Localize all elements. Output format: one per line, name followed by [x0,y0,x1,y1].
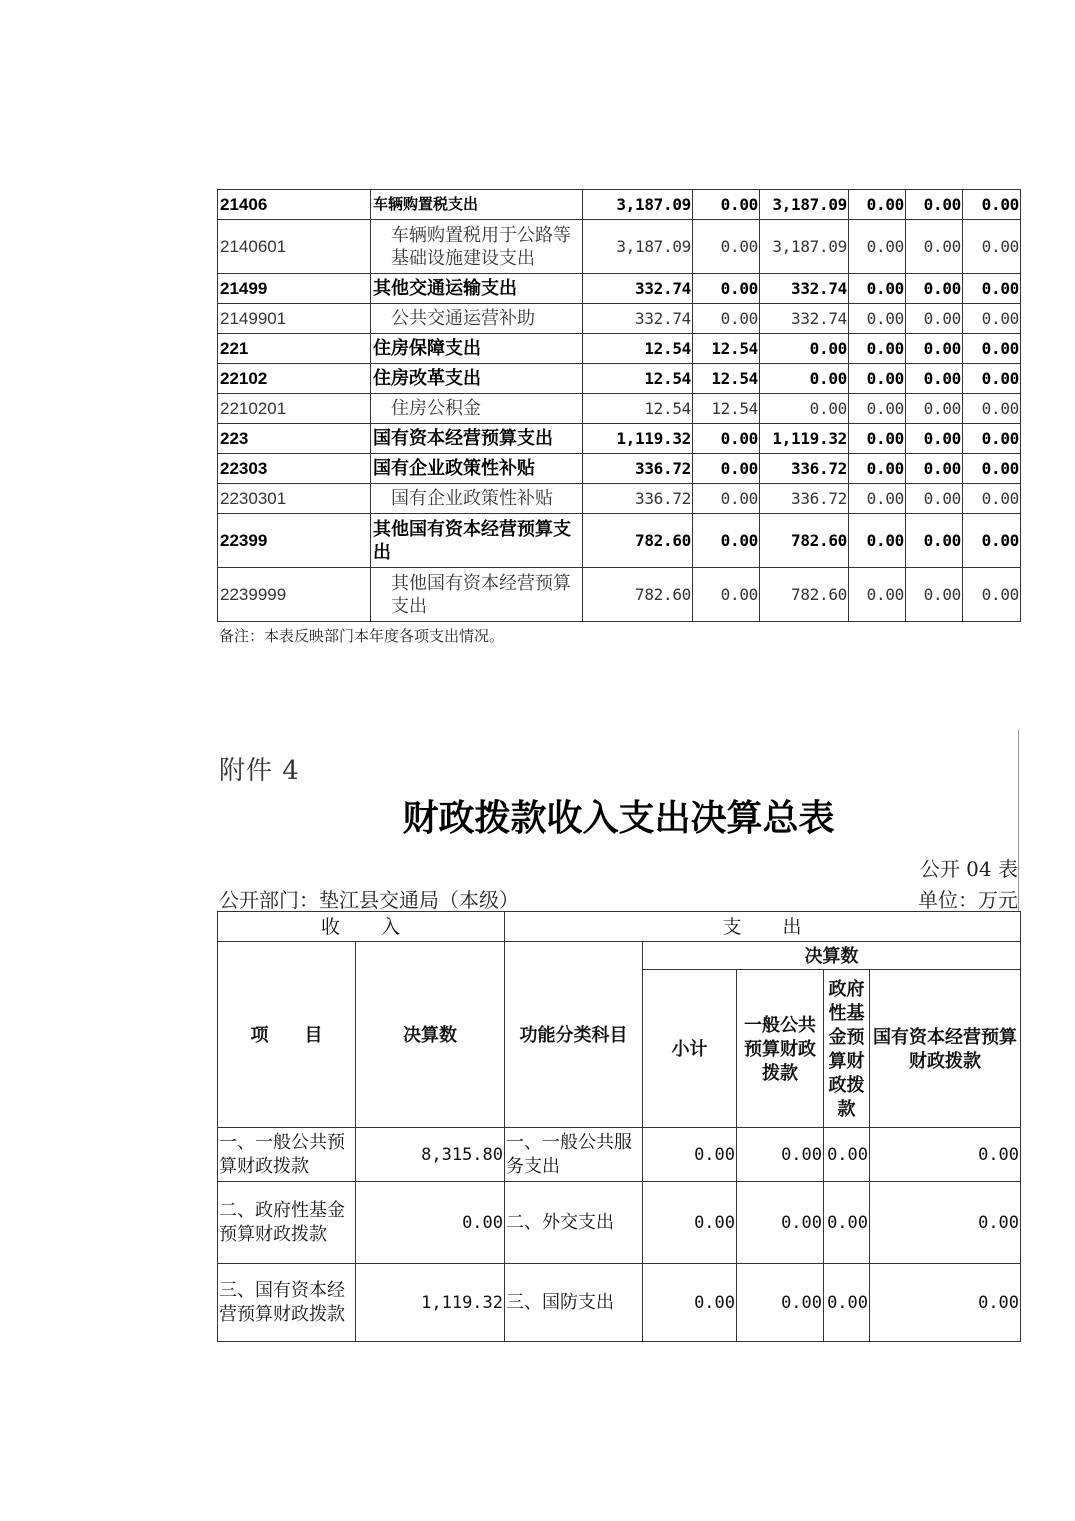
subject-code: 21406 [218,190,371,220]
income-amount: 8,315.80 [356,1128,505,1182]
amount-cell: 0.00 [849,514,906,568]
state-capital-amount: 0.00 [870,1264,1021,1342]
table-row [218,334,1021,364]
gov-fund-amount: 0.00 [824,1182,870,1264]
amount-cell: 0.00 [693,190,760,220]
subject-name: 车辆购置税用于公路等基础设施建设支出 [371,220,583,274]
general-budget-amount: 0.00 [737,1182,824,1264]
amount-cell: 3,187.09 [583,220,693,274]
amount-cell: 0.00 [849,484,906,514]
amount-cell: 12.54 [693,394,760,424]
amount-cell: 0.00 [906,190,963,220]
table-row [218,1128,1021,1182]
subject-code: 2239999 [218,568,371,622]
subtotal-amount: 0.00 [643,1264,737,1342]
amount-cell: 0.00 [693,568,760,622]
income-item: 二、政府性基金预算财政拨款 [218,1182,356,1264]
amount-cell: 782.60 [583,568,693,622]
amount-cell: 0.00 [963,454,1021,484]
income-amount: 1,119.32 [356,1264,505,1342]
amount-cell: 0.00 [963,364,1021,394]
amount-cell: 0.00 [849,190,906,220]
subject-code: 2210201 [218,394,371,424]
amount-cell: 0.00 [693,304,760,334]
amount-cell: 0.00 [906,568,963,622]
amount-cell: 336.72 [760,484,849,514]
amount-cell: 336.72 [583,454,693,484]
amount-cell: 12.54 [693,364,760,394]
gov-fund-amount: 0.00 [824,1264,870,1342]
table-row [218,568,1021,622]
amount-cell: 0.00 [693,424,760,454]
amount-cell: 0.00 [963,304,1021,334]
amount-cell: 332.74 [583,274,693,304]
subject-name: 其他国有资本经营预算支出 [371,514,583,568]
table-row [218,190,1021,220]
amount-cell: 0.00 [906,304,963,334]
gov-fund-header: 政府性基金预算财政拨款 [824,970,870,1128]
table-note: 备注：本表反映部门本年度各项支出情况。 [219,627,505,645]
state-capital-amount: 0.00 [870,1128,1021,1182]
amount-cell: 0.00 [963,514,1021,568]
subject-code: 22102 [218,364,371,394]
unit-label: 单位：万元 [918,888,1018,912]
amount-cell: 0.00 [906,484,963,514]
amount-cell: 0.00 [906,394,963,424]
amount-cell: 0.00 [849,220,906,274]
amount-cell: 1,119.32 [760,424,849,454]
subject-code: 2149901 [218,304,371,334]
subject-code: 22399 [218,514,371,568]
subject-name: 住房保障支出 [371,334,583,364]
amount-cell: 332.74 [760,274,849,304]
subject-name: 其他交通运输支出 [371,274,583,304]
attachment-label: 附件 4 [219,756,300,786]
amount-cell: 0.00 [963,220,1021,274]
amount-cell: 0.00 [963,394,1021,424]
amount-cell: 0.00 [963,334,1021,364]
amount-cell: 0.00 [693,454,760,484]
amount-cell: 336.72 [583,484,693,514]
subtotal-amount: 0.00 [643,1128,737,1182]
amount-cell: 0.00 [906,514,963,568]
amount-cell: 12.54 [693,334,760,364]
expense-item: 一、一般公共服务支出 [505,1128,643,1182]
amount-cell: 0.00 [693,484,760,514]
amount-cell: 0.00 [963,274,1021,304]
table-row [218,364,1021,394]
table-row [218,220,1021,274]
subject-name: 国有企业政策性补贴 [371,454,583,484]
income-header: 收 入 [218,912,505,942]
amount-cell: 0.00 [849,274,906,304]
amount-cell: 782.60 [583,514,693,568]
table-row [218,304,1021,334]
table-row [218,424,1021,454]
general-budget-amount: 0.00 [737,1128,824,1182]
amount-cell: 0.00 [760,334,849,364]
amount-cell: 0.00 [693,514,760,568]
amount-cell: 0.00 [963,190,1021,220]
amount-cell: 0.00 [849,568,906,622]
amount-cell: 782.60 [760,514,849,568]
subject-name: 国有资本经营预算支出 [371,424,583,454]
amount-cell: 0.00 [849,364,906,394]
amount-cell: 0.00 [760,364,849,394]
amount-cell: 0.00 [760,394,849,424]
subject-name: 车辆购置税支出 [371,190,583,220]
form-number: 公开 04 表 [919,857,1018,881]
amount-cell: 782.60 [760,568,849,622]
amount-cell: 12.54 [583,334,693,364]
table-row [218,484,1021,514]
state-capital-header: 国有资本经营预算财政拨款 [870,970,1021,1128]
subject-name: 公共交通运营补助 [371,304,583,334]
amount-cell: 0.00 [849,334,906,364]
amount-cell: 336.72 [760,454,849,484]
table-row [218,394,1021,424]
expense-header: 支 出 [505,912,1021,942]
income-item: 三、国有资本经营预算财政拨款 [218,1264,356,1342]
amount-cell: 332.74 [583,304,693,334]
amount-cell: 0.00 [906,220,963,274]
amount-cell: 0.00 [849,454,906,484]
amount-cell: 0.00 [963,424,1021,454]
amount-cell: 12.54 [583,394,693,424]
subject-name: 其他国有资本经营预算支出 [371,568,583,622]
income-item: 一、一般公共预算财政拨款 [218,1128,356,1182]
expense-item: 二、外交支出 [505,1182,643,1264]
expense-detail-table [217,189,1021,622]
table-row [218,1264,1021,1342]
amount-cell: 12.54 [583,364,693,394]
amount-cell: 1,119.32 [583,424,693,454]
amount-cell: 3,187.09 [583,190,693,220]
amount-cell: 0.00 [906,424,963,454]
subject-code: 22303 [218,454,371,484]
general-budget-amount: 0.00 [737,1264,824,1342]
subject-code: 223 [218,424,371,454]
expense-item: 三、国防支出 [505,1264,643,1342]
table-row [218,514,1021,568]
page-title: 财政拨款收入支出决算总表 [402,797,835,839]
amount-cell: 0.00 [906,364,963,394]
amount-cell: 0.00 [693,274,760,304]
subject-code: 2140601 [218,220,371,274]
amount-cell: 3,187.09 [760,220,849,274]
subject-name: 住房改革支出 [371,364,583,394]
amount-cell: 0.00 [963,484,1021,514]
amount-cell: 0.00 [906,454,963,484]
table-row [218,274,1021,304]
subject-name: 国有企业政策性补贴 [371,484,583,514]
amount-cell: 3,187.09 [760,190,849,220]
subtotal-amount: 0.00 [643,1182,737,1264]
subject-name: 住房公积金 [371,394,583,424]
amount-cell: 0.00 [849,424,906,454]
subtotal-header: 小计 [643,970,737,1128]
amount-cell: 0.00 [849,304,906,334]
state-capital-amount: 0.00 [870,1182,1021,1264]
subject-code: 221 [218,334,371,364]
amount-cell: 0.00 [906,334,963,364]
general-budget-header: 一般公共预算财政拨款 [737,970,824,1128]
subject-code: 2230301 [218,484,371,514]
table-row [218,1182,1021,1264]
income-amount: 0.00 [356,1182,505,1264]
amount-cell: 0.00 [693,220,760,274]
table-row [218,454,1021,484]
amount-cell: 0.00 [906,274,963,304]
func-category-header: 功能分类科目 [505,942,643,1128]
amount-cell: 0.00 [963,568,1021,622]
amount-cell: 0.00 [849,394,906,424]
department-label: 公开部门：垫江县交通局（本级） [219,888,519,912]
gov-fund-amount: 0.00 [824,1128,870,1182]
item-header: 项 目 [218,942,356,1128]
subject-code: 21499 [218,274,371,304]
summary-table [217,911,1021,1342]
amount-cell: 332.74 [760,304,849,334]
final-amount-header: 决算数 [643,942,1021,970]
amount-header: 决算数 [356,942,505,1128]
